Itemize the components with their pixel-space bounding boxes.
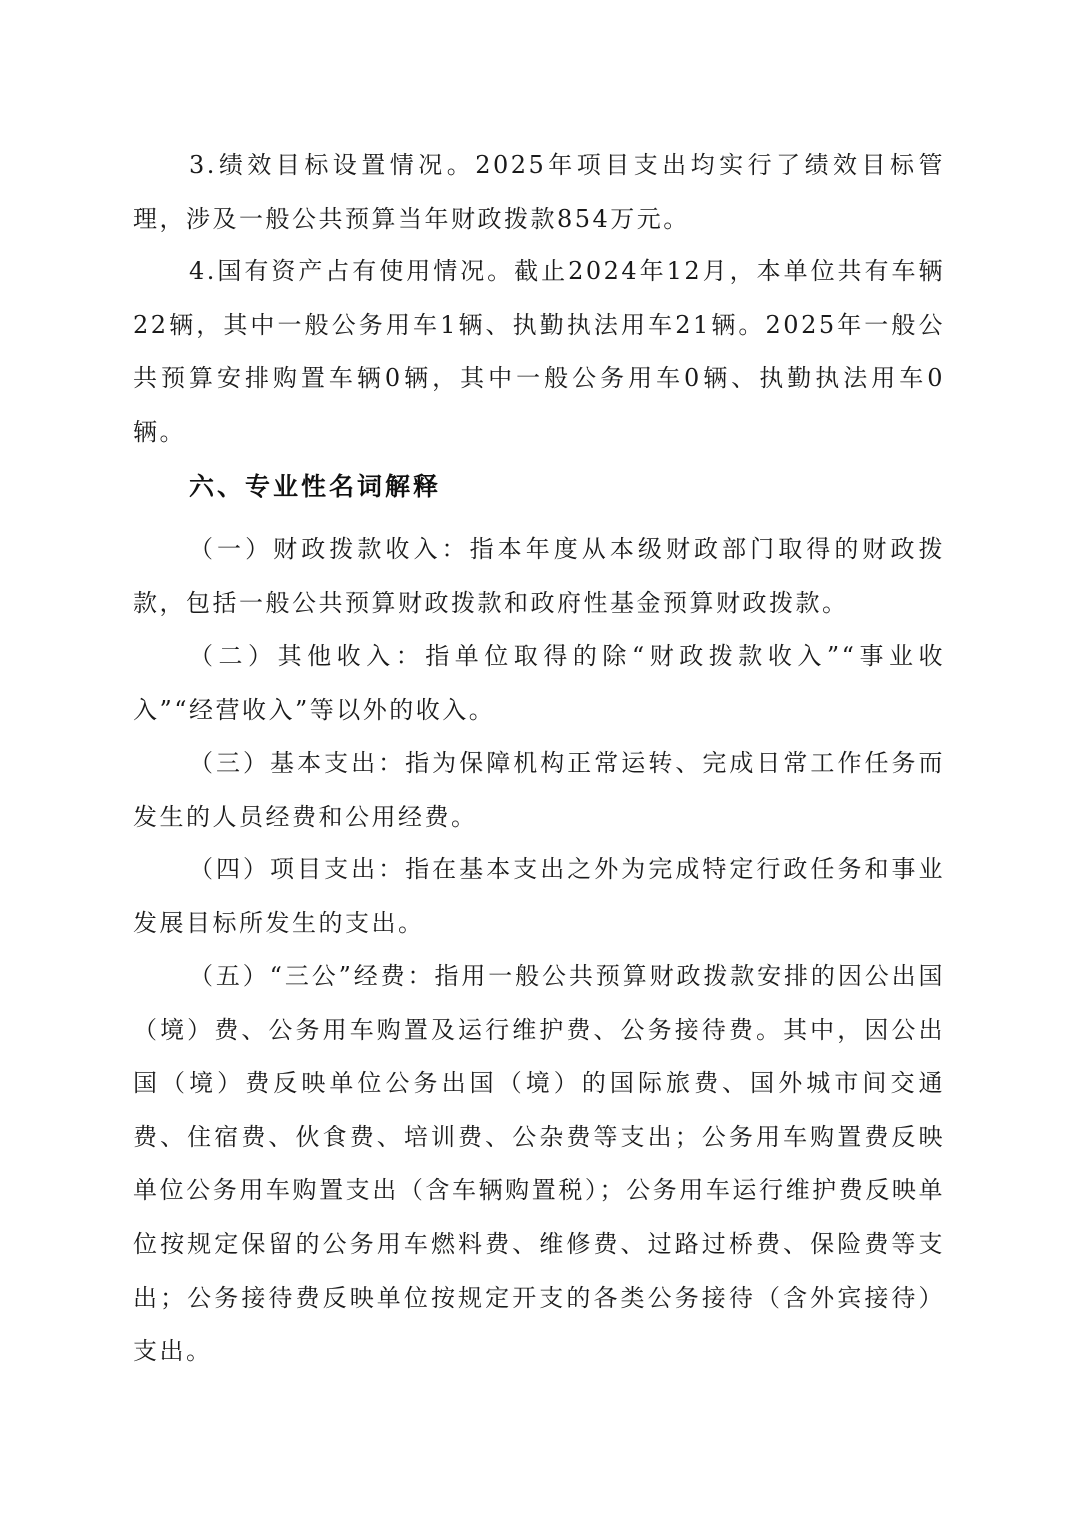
- term-basic-expenditure: （三）基本支出：指为保障机构正常运转、完成日常工作任务而发生的人员经费和公用经费。: [133, 749, 945, 831]
- term-fiscal-appropriation-income: （一）财政拨款收入：指本年度从本级财政部门取得的财政拨款，包括一般公共预算财政拨款和政府性基金预算财政拨款。: [133, 535, 945, 617]
- paragraph-performance-targets: 3.绩效目标设置情况。2025年项目支出均实行了绩效目标管理，涉及一般公共预算当年财政拨款854万元。: [133, 151, 945, 233]
- term-project-expenditure: （四）项目支出：指在基本支出之外为完成特定行政任务和事业发展目标所发生的支出。: [133, 855, 945, 937]
- term-three-public-expenses: （五）“三公”经费：指用一般公共预算财政拨款安排的因公出国（境）费、公务用车购置及运行维护费、公务接待费。其中，因公出国（境）费反映单位公务出国（境）的国际旅费、国外城市间交通费、住宿费、伙食费、培训费、公杂费等支出；公务用车购置费反映单位公务用车购置支出（含车辆购置税）；公务用车运行维护费反映单位按规定保留的公务用车燃料费、维修费、过路过桥费、保险费等支出；公务接待费反映单位按规定开支的各类公务接待（含外宾接待）支出。: [133, 962, 945, 1366]
- paragraph-state-assets: 4.国有资产占有使用情况。截止2024年12月，本单位共有车辆22辆，其中一般公务用车1辆、执勤执法用车21辆。2025年一般公共预算安排购置车辆0辆，其中一般公务用车0辆、执勤执法用车0辆。: [133, 257, 945, 446]
- section-heading: 六、专业性名词解释: [189, 472, 442, 501]
- term-other-income: （二）其他收入：指单位取得的除“财政拨款收入”“事业收入”“经营收入”等以外的收入。: [133, 642, 945, 724]
